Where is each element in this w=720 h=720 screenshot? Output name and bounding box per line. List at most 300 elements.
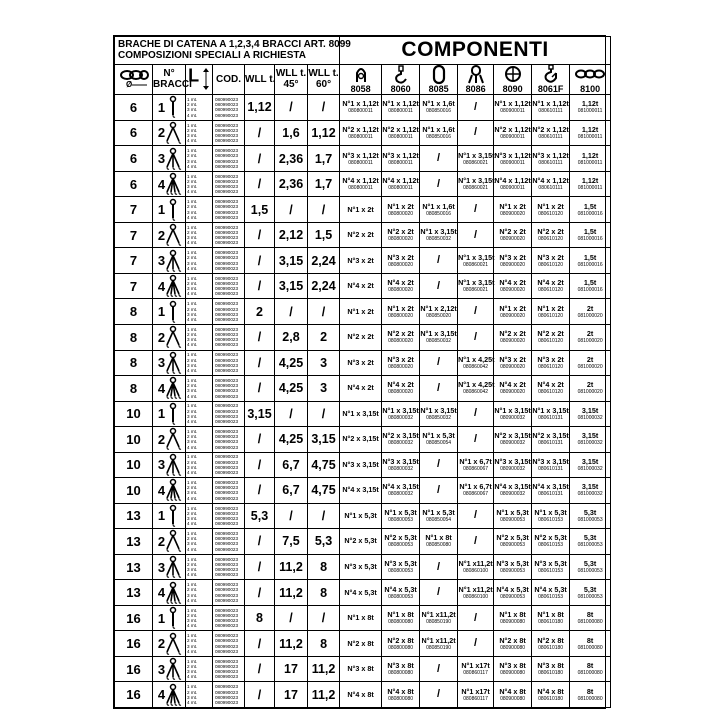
- wll45-cell: /: [275, 95, 308, 121]
- component-qty: N°3 x 2t: [537, 354, 564, 364]
- hook-icon: [391, 65, 411, 84]
- component-cell: [570, 401, 611, 427]
- diameter-column-header: [115, 64, 153, 95]
- component-qty: N°4 x 3,15t: [494, 482, 531, 492]
- component-code: 080610153: [538, 542, 564, 549]
- component-code: 081000032: [577, 414, 603, 421]
- component-cell: [570, 554, 611, 580]
- wll-cell: /: [245, 350, 275, 376]
- table-row: [115, 376, 611, 402]
- code-value: 080990023: [215, 612, 238, 618]
- table-row: [115, 478, 611, 504]
- component-qty: N°1 x 3,15t: [342, 408, 379, 418]
- wll45-cell: 4,25: [275, 350, 308, 376]
- code-cell: [213, 529, 245, 555]
- code-cell: [213, 427, 245, 453]
- wll45-cell: 6,7: [275, 478, 308, 504]
- component-code: 080800020: [388, 389, 414, 396]
- component-qty: N°1 x 3,15t: [458, 278, 495, 288]
- component-cell: [420, 554, 458, 580]
- wll-cell: /: [245, 529, 275, 555]
- component-code: 080900080: [500, 619, 526, 626]
- multi-leg-sling-icon: [166, 326, 180, 348]
- length-option: 2 mt.: [187, 127, 198, 133]
- component-cell: [382, 452, 420, 478]
- table-row: [115, 452, 611, 478]
- component-cell: [382, 478, 420, 504]
- n-bracci-value: 1: [157, 610, 166, 626]
- component-cell: [458, 324, 494, 350]
- component-code: 080800080: [388, 619, 414, 626]
- component-code: 080610180: [538, 670, 564, 677]
- code-value: 080990023: [215, 102, 238, 108]
- empty-mark: /: [437, 458, 441, 471]
- component-cell: [382, 682, 420, 708]
- code-value: 080990023: [215, 597, 238, 603]
- length-cell: [186, 95, 213, 121]
- component-cell: [382, 580, 420, 606]
- length-option: 3 mt.: [187, 490, 198, 496]
- empty-mark: /: [437, 483, 441, 496]
- length-option: 4 mt.: [187, 444, 198, 450]
- component-cell: [382, 554, 420, 580]
- table-row: [115, 95, 611, 121]
- length-option: 2 mt.: [187, 204, 198, 210]
- code-cell: [213, 120, 245, 146]
- diameter-cell: 7: [115, 197, 153, 223]
- length-option: 2 mt.: [187, 280, 198, 286]
- code-cell: [213, 376, 245, 402]
- component-qty: N°1 x11,2t: [458, 584, 493, 594]
- wll60-cell: 8: [308, 554, 340, 580]
- component-cell: [570, 631, 611, 657]
- wll-header: WLL t.: [245, 64, 275, 95]
- component-qty: N°1 x 2t: [347, 306, 374, 316]
- component-qty: N°4 x 5,3t: [496, 584, 529, 594]
- component-cell: [532, 350, 570, 376]
- component-qty: N°2 x 2t: [537, 227, 564, 237]
- component-cell: [532, 682, 570, 708]
- component-code: 080800011: [388, 159, 413, 166]
- length-option: 3 mt.: [187, 618, 198, 624]
- code-value: 080990023: [215, 638, 238, 644]
- component-code: 081000020: [577, 389, 603, 396]
- length-option: 1 mt.: [187, 122, 198, 128]
- n-bracci-value: 1: [157, 304, 166, 320]
- length-option: 3 mt.: [187, 592, 198, 598]
- diameter-cell: 8: [115, 299, 153, 325]
- component-qty: N°1 x 8t: [499, 610, 526, 620]
- component-code: 081000080: [577, 670, 603, 677]
- n-bracci-value: 2: [157, 431, 166, 447]
- component-cell: [382, 631, 420, 657]
- n-bracci-value: 4: [157, 585, 166, 601]
- component-qty: N°2 x 3,15t: [532, 431, 569, 441]
- component-code: 080610180: [538, 695, 564, 702]
- wll60-cell: /: [308, 503, 340, 529]
- diameter-cell: 16: [115, 682, 153, 708]
- component-qty: N°1 x 8t: [347, 613, 374, 623]
- empty-mark: /: [437, 152, 441, 165]
- component-code: 080850054: [426, 440, 452, 447]
- component-code: 081000011: [577, 185, 603, 192]
- code-cell: [213, 171, 245, 197]
- component-cell: [494, 682, 532, 708]
- component-qty: 3,15t: [581, 482, 599, 492]
- length-option: 1 mt.: [187, 173, 198, 179]
- component-qty: 1,5t: [583, 227, 597, 237]
- component-code: 081000053: [577, 542, 603, 549]
- component-qty: N°1 x 3,15t: [420, 227, 457, 237]
- component-qty: N°1 x 2t: [347, 204, 374, 214]
- wll45-cell: 17: [275, 656, 308, 682]
- component-code: 080860100: [463, 593, 489, 600]
- n-bracci-value: 1: [157, 202, 166, 218]
- component-code: 080900011: [500, 133, 525, 140]
- length-cell: [186, 605, 213, 631]
- code-cell: [213, 682, 245, 708]
- component-qty: N°4 x 2t: [537, 278, 564, 288]
- component-qty: N°1 x17t: [461, 686, 490, 696]
- length-option: 3 mt.: [187, 209, 198, 215]
- multi-leg-sling-icon: [166, 556, 180, 578]
- component-code: 081000016: [577, 236, 603, 243]
- code-value: 080990023: [215, 515, 238, 521]
- diameter-cell: 8: [115, 324, 153, 350]
- length-option: 3 mt.: [187, 107, 198, 113]
- table-row: [115, 554, 611, 580]
- code-value: 080990023: [215, 235, 238, 241]
- wll60-cell: /: [308, 95, 340, 121]
- component-cell: [570, 222, 611, 248]
- length-cell: [186, 146, 213, 172]
- component-cell: [420, 171, 458, 197]
- component-code: 080800053: [388, 593, 414, 600]
- chain-diameter-icon: [119, 67, 149, 89]
- component-qty: N°3 x 3,15t: [382, 456, 419, 466]
- component-qty: N°1 x 5,3t: [344, 510, 377, 520]
- n-bracci-cell: [153, 631, 186, 657]
- length-option: 1 mt.: [187, 377, 198, 383]
- n-bracci-cell: [153, 95, 186, 121]
- code-cell: [213, 299, 245, 325]
- length-option: 1 mt.: [187, 531, 198, 537]
- component-cell: [340, 401, 382, 427]
- n-bracci-cell: [153, 401, 186, 427]
- length-cell: [186, 350, 213, 376]
- component-cell: [532, 478, 570, 504]
- n-bracci-cell: [153, 324, 186, 350]
- wll-cell: /: [245, 452, 275, 478]
- component-cell: [570, 580, 611, 606]
- code-value: 080990023: [215, 189, 238, 195]
- chain-sling-table: [114, 36, 611, 708]
- component-qty: N°1 x 1,12t: [382, 99, 419, 109]
- component-code: 080860021: [463, 261, 489, 268]
- length-option: 2 mt.: [187, 153, 198, 159]
- length-option: 2 mt.: [187, 357, 198, 363]
- wll45-cell: 4,25: [275, 376, 308, 402]
- component-qty: N°1 x 3,15t: [458, 150, 495, 160]
- code-value: 080990023: [215, 485, 238, 491]
- svg-text:Ø: Ø: [125, 79, 132, 89]
- empty-mark: /: [474, 534, 478, 547]
- component-cell: [382, 350, 420, 376]
- wll60-cell: 4,75: [308, 478, 340, 504]
- code-value: 080990023: [215, 306, 238, 312]
- length-option: 2 mt.: [187, 255, 198, 261]
- code-value: 080990023: [215, 459, 238, 465]
- component-code: 080610111: [538, 133, 563, 140]
- wll45-cell: 3,15: [275, 248, 308, 274]
- component-cell: [458, 682, 494, 708]
- code-value: 080990023: [215, 383, 238, 389]
- component-qty: N°1 x 3,15t: [532, 405, 569, 415]
- single-leg-sling-icon: [166, 607, 180, 629]
- component-cell: [340, 222, 382, 248]
- wll-cell: /: [245, 273, 275, 299]
- wll60-cell: 1,12: [308, 120, 340, 146]
- component-cell: [382, 401, 420, 427]
- code-value: 080990023: [215, 510, 238, 516]
- component-cell: [340, 478, 382, 504]
- component-cell: [340, 324, 382, 350]
- master-link-icon: [429, 65, 449, 84]
- component-qty: N°2 x 2t: [347, 230, 374, 240]
- multi-leg-sling-icon: [166, 530, 180, 552]
- component-cell: [420, 580, 458, 606]
- length-option: 4 mt.: [187, 674, 198, 680]
- component-qty: N°1 x 4,25t: [458, 354, 495, 364]
- component-cell: [340, 350, 382, 376]
- component-qty: N°3 x 2t: [347, 255, 374, 265]
- component-qty: N°1 x 3,15t: [458, 176, 495, 186]
- component-qty: N°3 x 3,15t: [494, 456, 531, 466]
- length-option: 1 mt.: [187, 199, 198, 205]
- component-qty: 1,12t: [581, 176, 599, 186]
- empty-mark: /: [474, 228, 478, 241]
- multi-leg-sling-icon: [166, 658, 180, 680]
- component-code: 080800032: [388, 465, 414, 472]
- component-cell: [532, 95, 570, 121]
- wll-cell: /: [245, 222, 275, 248]
- component-cell: [420, 273, 458, 299]
- component-cell: [458, 222, 494, 248]
- component-cell: [420, 401, 458, 427]
- length-option: 1 mt.: [187, 97, 198, 103]
- component-qty: N°1 x 2t: [387, 201, 414, 211]
- component-cell: [340, 656, 382, 682]
- length-cell: [186, 503, 213, 529]
- empty-mark: /: [437, 688, 441, 701]
- n-bracci-value: 4: [157, 278, 166, 294]
- length-option: 2 mt.: [187, 536, 198, 542]
- length-option: 1 mt.: [187, 505, 198, 511]
- wll45-cell: 4,25: [275, 427, 308, 453]
- component-code: 080860021: [463, 287, 489, 294]
- component-cell: [458, 452, 494, 478]
- component-code: 080610120: [538, 236, 564, 243]
- code-value: 080990023: [215, 674, 238, 680]
- component-cell: [340, 529, 382, 555]
- component-cell: [494, 248, 532, 274]
- length-option: 4 mt.: [187, 597, 198, 603]
- component-code: 080610120: [538, 261, 564, 268]
- n-bracci-cell: [153, 376, 186, 402]
- table-row: [115, 222, 611, 248]
- component-cell: [382, 273, 420, 299]
- component-code: 080610180: [538, 644, 564, 651]
- length-option: 3 mt.: [187, 669, 198, 675]
- code-value: 080990023: [215, 291, 238, 297]
- code-value: 080990023: [215, 204, 238, 210]
- component-cell: [570, 452, 611, 478]
- length-option: 1 mt.: [187, 250, 198, 256]
- component-qty: 5,3t: [583, 584, 597, 594]
- component-qty: N°1 x 2t: [537, 303, 564, 313]
- component-qty: N°3 x 8t: [347, 664, 374, 674]
- code-value: 080990023: [215, 240, 238, 246]
- length-option: 4 mt.: [187, 367, 198, 373]
- component-cell: [382, 324, 420, 350]
- component-cell: [340, 299, 382, 325]
- component-cell: [458, 299, 494, 325]
- component-qty: N°1 x 5,3t: [422, 431, 455, 441]
- length-option: 4 mt.: [187, 623, 198, 629]
- wll60-cell: 3: [308, 350, 340, 376]
- length-option: 3 mt.: [187, 439, 198, 445]
- component-code: 080800011: [348, 108, 373, 115]
- n-bracci-cell: [153, 605, 186, 631]
- component-code: 080900080: [500, 695, 526, 702]
- code-value: 080990023: [215, 536, 238, 542]
- component-code: 080900053: [500, 516, 526, 523]
- component-qty: 8t: [586, 661, 594, 671]
- component-qty: N°1 x 3,15t: [494, 405, 531, 415]
- component-qty: N°4 x 3,15t: [382, 482, 419, 492]
- code-value: 080990023: [215, 572, 238, 578]
- component-cell: [458, 273, 494, 299]
- code-value: 080990023: [215, 567, 238, 573]
- length-option: 3 mt.: [187, 132, 198, 138]
- code-value: 080990023: [215, 658, 238, 664]
- component-code: 080610120: [538, 312, 564, 319]
- component-cell: [494, 401, 532, 427]
- component-code: 080900011: [500, 159, 525, 166]
- component-cell: [420, 146, 458, 172]
- table-row: [115, 248, 611, 274]
- component-cell: [494, 631, 532, 657]
- component-code: 080850016: [426, 210, 452, 217]
- n-bracci-cell: [153, 427, 186, 453]
- n-bracci-value: 3: [157, 151, 166, 167]
- length-option: 4 mt.: [187, 163, 198, 169]
- length-option: 2 mt.: [187, 434, 198, 440]
- length-option: 3 mt.: [187, 694, 198, 700]
- component-cell: [340, 273, 382, 299]
- wll60-cell: 5,3: [308, 529, 340, 555]
- table-row: [115, 299, 611, 325]
- code-value: 080990023: [215, 556, 238, 562]
- wll-cell: /: [245, 146, 275, 172]
- component-code: 080800080: [388, 670, 414, 677]
- length-option: 1 mt.: [187, 633, 198, 639]
- empty-mark: /: [437, 279, 441, 292]
- length-cell: [186, 554, 213, 580]
- component-cell: [570, 324, 611, 350]
- component-code: 080800020: [388, 261, 414, 268]
- component-qty: N°3 x 2t: [347, 357, 374, 367]
- component-cell: [420, 478, 458, 504]
- component-cell: [458, 656, 494, 682]
- component-cell: [458, 248, 494, 274]
- n-bracci-value: 3: [157, 559, 166, 575]
- component-cell: [458, 503, 494, 529]
- wll45-cell: 7,5: [275, 529, 308, 555]
- component-qty: N°1 x 5,3t: [534, 507, 567, 517]
- code-value: 080990023: [215, 122, 238, 128]
- component-code: 080850190: [426, 644, 452, 651]
- code-value: 080990023: [215, 561, 238, 567]
- length-option: 4 mt.: [187, 546, 198, 552]
- wll60-cell: 2: [308, 324, 340, 350]
- wll45-cell: 6,7: [275, 452, 308, 478]
- component-cell: [340, 120, 382, 146]
- length-option: 1 mt.: [187, 582, 198, 588]
- wll45-cell: /: [275, 197, 308, 223]
- component-qty: N°1 x 1,6t: [422, 201, 455, 211]
- code-value: 080990023: [215, 367, 238, 373]
- code-cell: [213, 146, 245, 172]
- empty-mark: /: [437, 586, 441, 599]
- component-cell: [494, 197, 532, 223]
- code-value: 080990023: [215, 618, 238, 624]
- code-cell: [213, 580, 245, 606]
- component-code: 080900020: [500, 236, 526, 243]
- n-bracci-cell: [153, 146, 186, 172]
- component-code: 081000011: [577, 133, 603, 140]
- component-code: 081000011: [577, 159, 603, 166]
- code-value: 080990023: [215, 434, 238, 440]
- component-code: 080800011: [348, 133, 373, 140]
- component-cell: [382, 248, 420, 274]
- code-value: 080990023: [215, 275, 238, 281]
- component-code: 080850016: [426, 133, 452, 140]
- length-option: 1 mt.: [187, 148, 198, 154]
- component-code: 081000016: [577, 261, 603, 268]
- component-qty: N°2 x 2t: [347, 332, 374, 342]
- wll45-cell: 11,2: [275, 554, 308, 580]
- length-option: 2 mt.: [187, 459, 198, 465]
- component-qty: 3,15t: [581, 456, 599, 466]
- component-qty: N°2 x 3,15t: [382, 431, 419, 441]
- n-bracci-cell: [153, 350, 186, 376]
- component-cell: [420, 324, 458, 350]
- code-value: 080990023: [215, 153, 238, 159]
- component-code: 081000020: [577, 338, 603, 345]
- component-cell: [382, 146, 420, 172]
- component-code: 081000080: [577, 695, 603, 702]
- component-code: 080610120: [538, 389, 564, 396]
- code-value: 080990023: [215, 582, 238, 588]
- code-value: 080990023: [215, 127, 238, 133]
- component-cell: [420, 248, 458, 274]
- code-cell: [213, 452, 245, 478]
- component-cell: [532, 427, 570, 453]
- n-bracci-cell: [153, 248, 186, 274]
- length-option: 1 mt.: [187, 275, 198, 281]
- component-code: 080860021: [463, 185, 489, 192]
